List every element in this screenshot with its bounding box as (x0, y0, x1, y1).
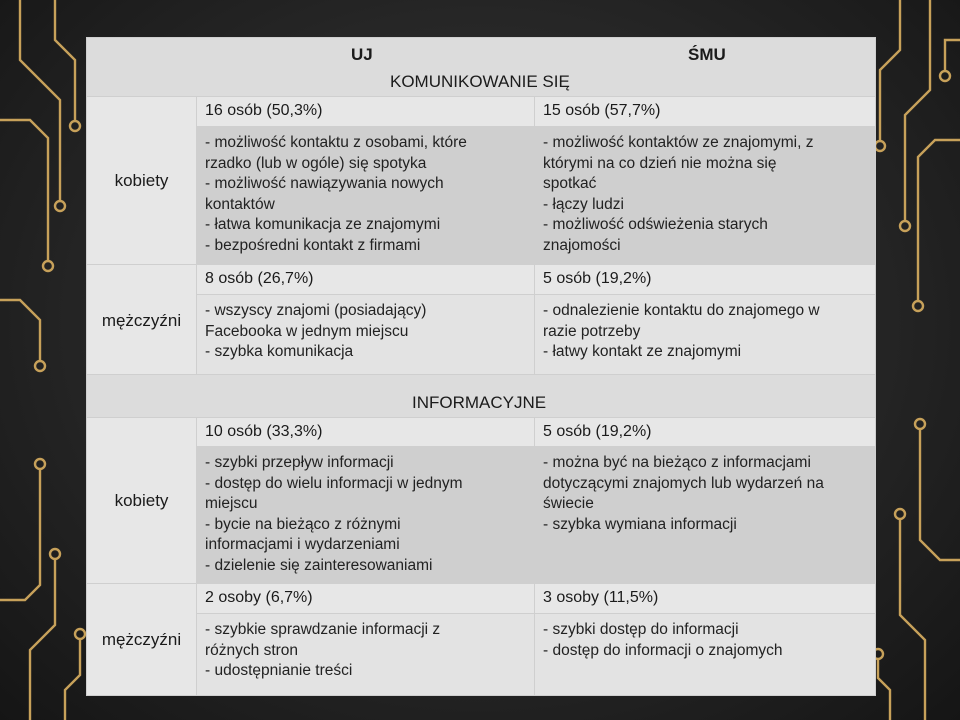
circuit-node (75, 629, 85, 639)
circuit-node (35, 459, 45, 469)
header-row (87, 38, 876, 97)
circuit-trace (0, 300, 40, 360)
col-header-smu: ŚMU (688, 45, 726, 64)
group-label-men: mężczyźni (87, 265, 197, 378)
circuit-node (43, 261, 53, 271)
count-row (87, 584, 876, 614)
count-smu-women: 15 osób (57,7%) (543, 102, 661, 119)
circuit-trace (0, 120, 48, 260)
circuit-node (875, 141, 885, 151)
header-row (87, 375, 876, 418)
detail-row (87, 127, 876, 265)
circuit-node (70, 121, 80, 131)
circuit-node (915, 419, 925, 429)
section-title: INFORMACYJNE (412, 393, 547, 412)
circuit-trace (900, 520, 925, 720)
count-uj-women: 16 osób (50,3%) (205, 102, 323, 119)
count-row (87, 97, 876, 127)
circuit-trace (30, 560, 55, 720)
details-smu-men: - odnalezienie kontaktu do znajomego w razie potrzeby - łatwy kontakt ze znajomymi (543, 302, 820, 360)
count-smu-women: 5 osób (19,2%) (543, 423, 652, 440)
group-label-men: mężczyźni (87, 584, 197, 696)
count-uj-men: 8 osób (26,7%) (205, 270, 314, 287)
group-label-women: kobiety (87, 418, 197, 584)
detail-row (87, 295, 876, 378)
circuit-node (35, 361, 45, 371)
count-smu-men: 5 osób (19,2%) (543, 270, 652, 287)
details-uj-men: - wszyscy znajomi (posiadający) Facebooka w jednym miejscu - szybka komunikacja (205, 302, 427, 360)
count-uj-women: 10 osób (33,3%) (205, 423, 323, 440)
circuit-trace (878, 660, 890, 720)
details-smu-men: - szybki dostęp do informacji - dostęp do informacji o znajomych (543, 621, 783, 659)
detail-row (87, 614, 876, 696)
count-row (87, 418, 876, 447)
circuit-trace (65, 640, 80, 720)
information-table (86, 374, 876, 696)
circuit-trace (918, 140, 960, 300)
circuit-trace (920, 430, 960, 560)
details-smu-women: - możliwość kontaktów ze znajomymi, z którymi na co dzień nie można się spotkać - łączy ludzi - możliwość odświeżenia starych znajomości (543, 134, 814, 254)
count-smu-men: 3 osoby (11,5%) (543, 589, 659, 606)
col-header-uj: UJ (351, 45, 373, 64)
group-label-women: kobiety (87, 97, 197, 265)
details-uj-men: - szybkie sprawdzanie informacji z różnych stron - udostępnianie treści (205, 621, 441, 679)
count-row (87, 265, 876, 295)
communication-table (86, 37, 876, 378)
circuit-node (900, 221, 910, 231)
circuit-node (50, 549, 60, 559)
details-uj-women: - możliwość kontaktu z osobami, które rzadko (lub w ogóle) się spotyka - możliwość nawiązywania nowych kontaktów - łatwa komunikacja ze znajomymi - bezpośredni kontakt z firmami (205, 134, 467, 254)
circuit-node (940, 71, 950, 81)
circuit-trace (0, 470, 40, 600)
circuit-node (913, 301, 923, 311)
circuit-trace (880, 0, 900, 140)
circuit-node (895, 509, 905, 519)
section-title: KOMUNIKOWANIE SIĘ (390, 72, 570, 91)
circuit-node (55, 201, 65, 211)
circuit-trace (945, 40, 960, 70)
circuit-trace (55, 0, 75, 120)
details-uj-women: - szybki przepływ informacji - dostęp do wielu informacji w jednym miejscu - bycie na bieżąco z różnymi informacjami i wydarzeniami - dzielenie się zainteresowaniami (205, 454, 463, 574)
detail-row (87, 447, 876, 584)
details-smu-women: - można być na bieżąco z informacjami dotyczącymi znajomych lub wydarzeń na świecie - szybka wymiana informacji (543, 454, 824, 533)
count-uj-men: 2 osoby (6,7%) (205, 589, 313, 606)
